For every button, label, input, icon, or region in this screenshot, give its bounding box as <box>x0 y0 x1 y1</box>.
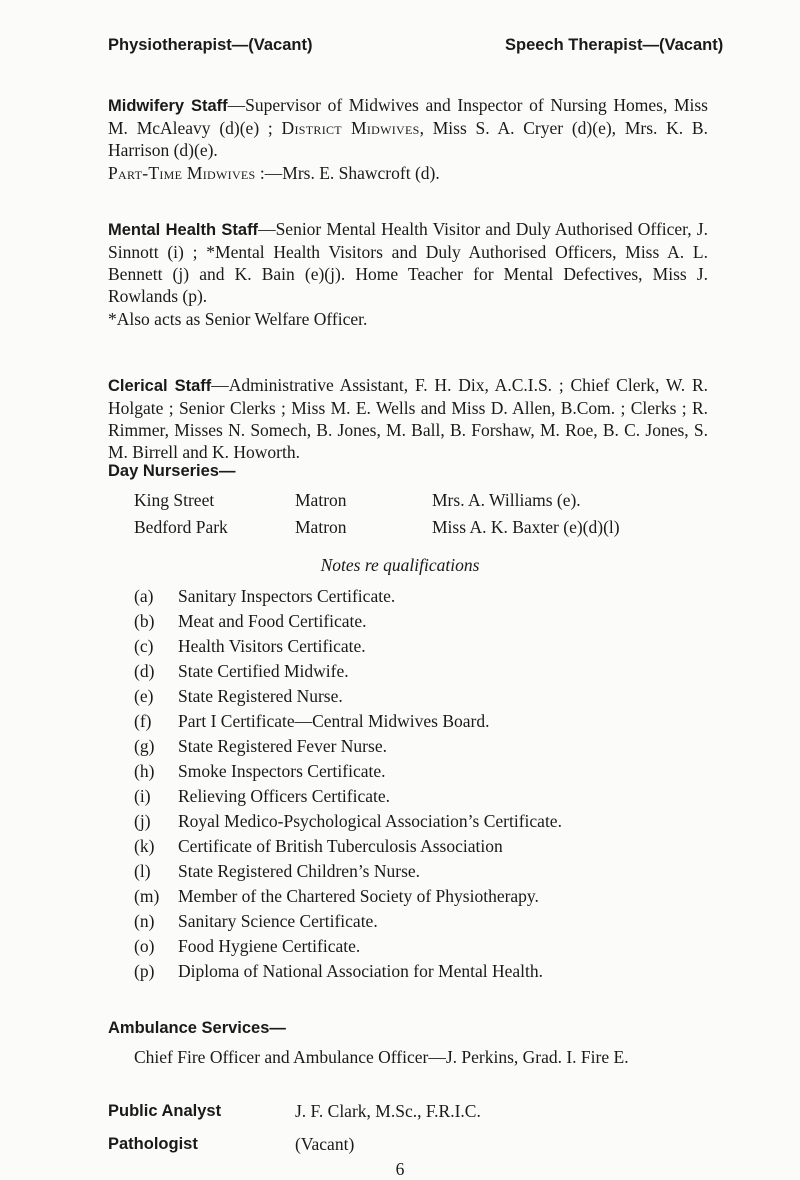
note-item: (f) Part I Certificate—Central Midwives Board. <box>134 711 490 731</box>
mental-health-paragraph: Mental Health Staff—Senior Mental Health Visitor and Duly Authorised Officer, J. Sinnott (i) ; *Mental Health Visitors and Duly Authorised Officers, Miss A. L. Bennett (j) and K. Bain (e)(j). Home Teacher for Mental Defectives, Miss J. Rowlands (p). <box>108 219 708 306</box>
note-item: (h) Smoke Inspectors Certificate. <box>134 761 386 781</box>
note-item: (p) Diploma of National Association for Mental Health. <box>134 961 543 981</box>
page-number: 6 <box>395 1159 405 1179</box>
midwifery-paragraph: Midwifery Staff—Supervisor of Midwives and Inspector of Nursing Homes, Miss M. McAleavy (d)(e) ; District Midwives, Miss S. A. Cryer (d)(e), Mrs. K. B. Harrison (d)(e). <box>108 95 708 160</box>
part-time-midwives-line: Part-Time Midwives :—Mrs. E. Shawcroft (d). <box>108 163 440 183</box>
note-item: (j) Royal Medico-Psychological Association’s Certificate. <box>134 811 562 831</box>
midwifery-heading: Midwifery Staff <box>108 97 228 115</box>
day-nurseries-heading: Day Nurseries— <box>108 462 236 480</box>
mental-health-heading: Mental Health Staff <box>108 221 259 239</box>
mental-health-footnote: *Also acts as Senior Welfare Officer. <box>108 309 368 329</box>
note-item: (b) Meat and Food Certificate. <box>134 611 367 631</box>
nursery-role: Matron <box>295 490 347 510</box>
note-item: (n) Sanitary Science Certificate. <box>134 911 378 931</box>
note-item: (c) Health Visitors Certificate. <box>134 636 366 656</box>
clerical-heading: Clerical Staff <box>108 377 212 395</box>
note-item: (l) State Registered Children’s Nurse. <box>134 861 421 881</box>
pathologist-value: (Vacant) <box>295 1134 355 1154</box>
ambulance-heading: Ambulance Services— <box>108 1019 286 1037</box>
nursery-place: King Street <box>134 490 215 510</box>
public-analyst-value: J. F. Clark, M.Sc., F.R.I.C. <box>295 1101 481 1121</box>
note-item: (i) Relieving Officers Certificate. <box>134 786 391 806</box>
note-item: (a) Sanitary Inspectors Certificate. <box>134 586 396 606</box>
clerical-paragraph: Clerical Staff—Administrative Assistant, F. H. Dix, A.C.I.S. ; Chief Clerk, W. R. Holgate ; Senior Clerks ; Miss M. E. Wells and Miss D. Allen, B.Com. ; Clerks ; R. Rimmer, Misses N. Somech, B. Jones, M. Ball, B. Forshaw, M. Roe, B. C. Jones, S. M. Birrell and K. Howorth. <box>108 375 709 462</box>
note-item: (e) State Registered Nurse. <box>134 686 343 706</box>
pathologist-label: Pathologist <box>108 1135 198 1153</box>
note-item: (d) State Certified Midwife. <box>134 661 349 681</box>
public-analyst-label: Public Analyst <box>108 1102 222 1120</box>
nursery-role: Matron <box>295 517 347 537</box>
nursery-name: Mrs. A. Williams (e). <box>432 490 581 510</box>
physiotherapist-line: Physiotherapist—(Vacant) <box>108 36 313 54</box>
note-item: (g) State Registered Fever Nurse. <box>134 736 387 756</box>
notes-title: Notes re qualifications <box>320 555 480 575</box>
note-item: (o) Food Hygiene Certificate. <box>134 936 361 956</box>
note-item: (k) Certificate of British Tuberculosis Association <box>134 836 503 856</box>
nursery-name: Miss A. K. Baxter (e)(d)(l) <box>432 517 620 537</box>
district-midwives-label: District Midwives <box>281 118 420 138</box>
speech-therapist-line: Speech Therapist—(Vacant) <box>505 36 724 54</box>
note-item: (m) Member of the Chartered Society of Physiotherapy. <box>134 886 539 906</box>
ambulance-text: Chief Fire Officer and Ambulance Officer—J. Perkins, Grad. I. Fire E. <box>134 1047 629 1067</box>
nursery-place: Bedford Park <box>134 517 228 537</box>
